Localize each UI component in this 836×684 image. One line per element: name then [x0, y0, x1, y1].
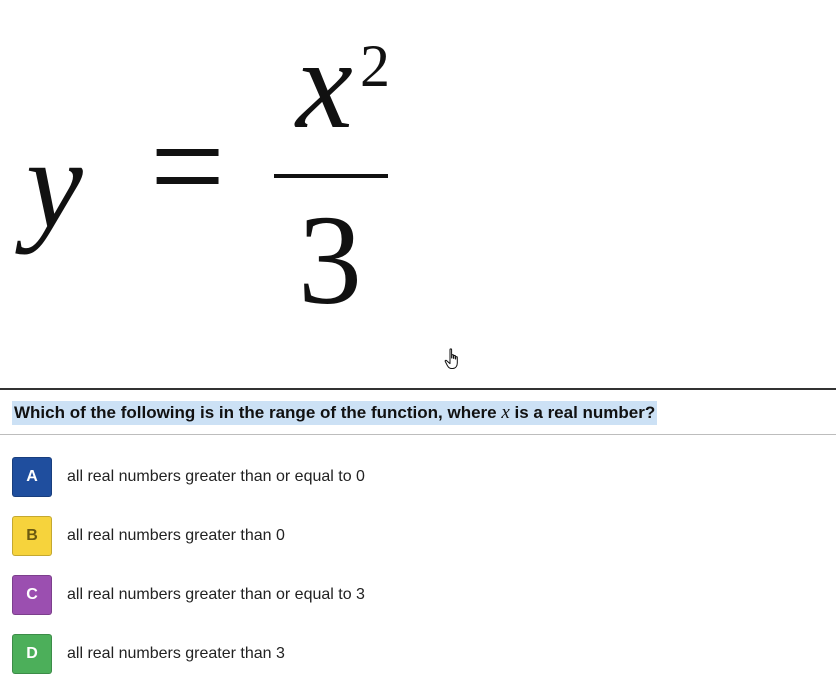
question-divider-top — [0, 388, 836, 390]
equation-numerator: x — [296, 13, 353, 155]
answer-option-d[interactable] — [12, 634, 612, 674]
option-text-b[interactable]: all real numbers greater than 0 — [67, 527, 285, 544]
equation-exponent: 2 — [360, 33, 390, 99]
question-variable: x — [501, 402, 510, 423]
question-prefix: Which of the following is in the range of the function, where — [14, 403, 502, 422]
option-badge-c[interactable]: C — [12, 575, 52, 615]
option-badge-b[interactable]: B — [12, 516, 52, 556]
question-text — [12, 401, 657, 425]
question-suffix: is a real number? — [509, 403, 656, 422]
answer-option-c[interactable] — [12, 575, 612, 615]
option-text-c[interactable]: all real numbers greater than or equal to 3 — [67, 586, 365, 603]
equation-lhs: y — [26, 113, 83, 255]
fraction-bar — [274, 174, 388, 178]
equation-equals-sign: = — [150, 89, 226, 244]
question-divider-bottom — [0, 434, 836, 435]
option-badge-a[interactable]: A — [12, 457, 52, 497]
option-badge-d[interactable]: D — [12, 634, 52, 674]
equation-denominator: 3 — [298, 189, 362, 331]
hand-pointer-icon — [444, 348, 462, 370]
option-text-d[interactable]: all real numbers greater than 3 — [67, 645, 285, 662]
option-text-a[interactable]: all real numbers greater than or equal to 0 — [67, 468, 365, 485]
answer-option-a[interactable] — [12, 457, 612, 497]
answer-option-b[interactable] — [12, 516, 612, 556]
